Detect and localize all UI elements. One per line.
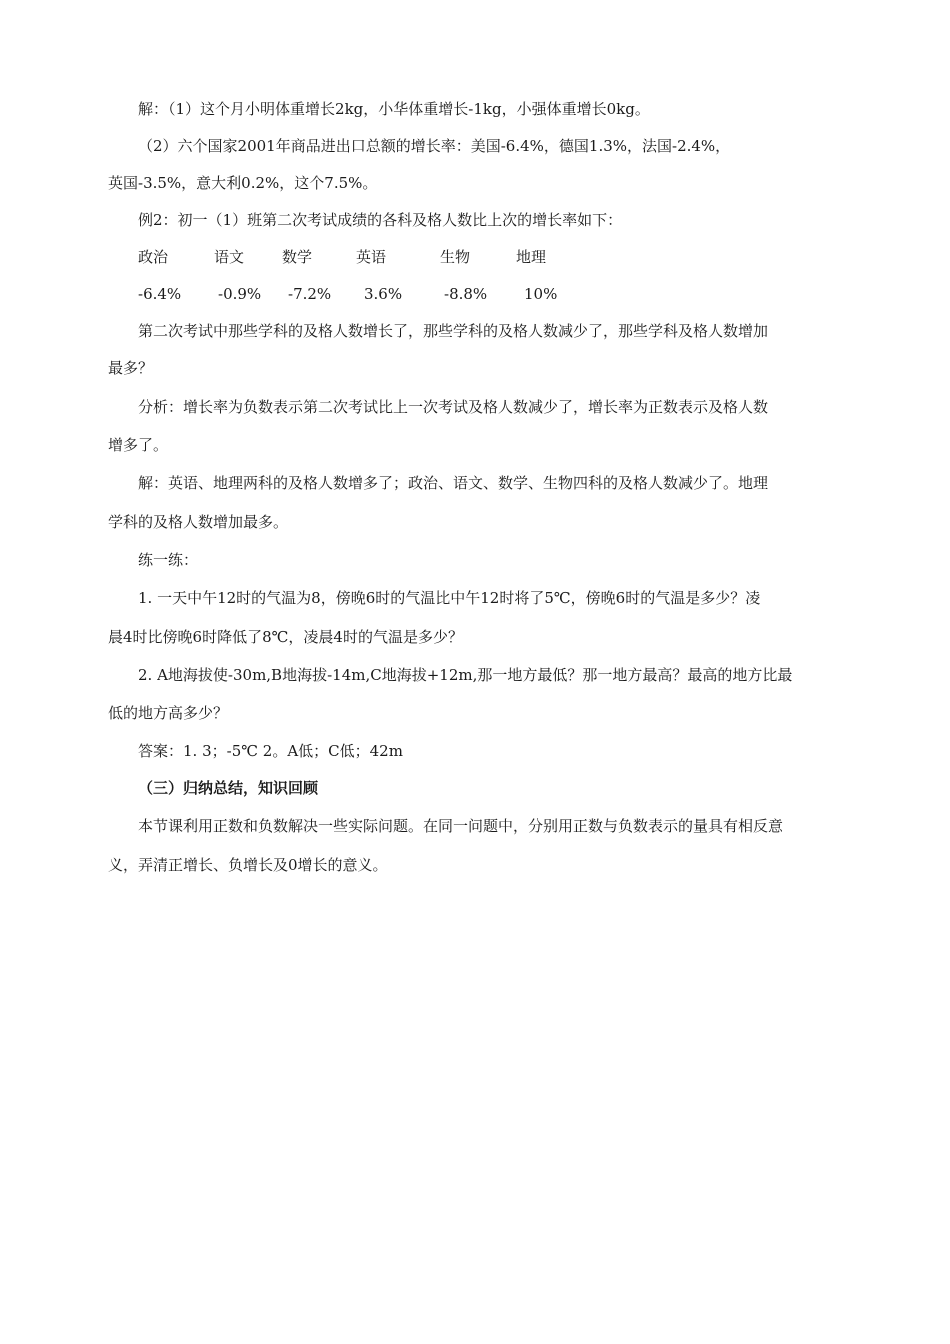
subject-chinese: 语文 <box>214 248 245 266</box>
section-3-heading: （三）归纳总结，知识回顾 <box>138 779 319 797</box>
analysis-line1: 分析：增长率为负数表示第二次考试比上一次考试及格人数减少了，增长率为正数表示及格人数 <box>138 398 769 416</box>
rate-chinese: -0.9% <box>218 285 262 303</box>
question-line1: 第二次考试中那些学科的及格人数增长了，那些学科的及格人数减少了，那些学科及格人数增加 <box>138 322 769 340</box>
analysis-line2: 增多了。 <box>108 436 169 454</box>
rate-politics: -6.4% <box>138 285 182 303</box>
rate-english: 3.6% <box>364 285 403 303</box>
practice-1-line2: 晨4时比傍晚6时降低了8℃，凌晨4时的气温是多少？ <box>108 628 463 646</box>
example-2-heading: 例2：初一（1）班第二次考试成绩的各科及格人数比上次的增长率如下： <box>138 211 623 229</box>
practice-answers: 答案：1. 3；-5℃ 2。A低；C低；42m <box>138 742 403 760</box>
subject-biology: 生物 <box>440 248 471 266</box>
subject-geography: 地理 <box>516 248 547 266</box>
practice-1-line1: 1. 一天中午12时的气温为8，傍晚6时的气温比中午12时将了5℃，傍晚6时的气温是多少？凌 <box>138 589 761 607</box>
subject-english: 英语 <box>356 248 387 266</box>
answer-line1: 解：英语、地理两科的及格人数增多了；政治、语文、数学、生物四科的及格人数减少了。地理 <box>138 474 769 492</box>
answer-line2: 学科的及格人数增加最多。 <box>108 513 289 531</box>
summary-line1: 本节课利用正数和负数解决一些实际问题。在同一问题中，分别用正数与负数表示的量具有相反意 <box>138 817 784 835</box>
solution-1: 解：（1）这个月小明体重增长2kg，小华体重增长-1kg，小强体重增长0kg。 <box>138 100 650 118</box>
rate-geography: 10% <box>524 285 558 303</box>
rate-math: -7.2% <box>288 285 332 303</box>
summary-line2: 义，弄清正增长、负增长及0增长的意义。 <box>108 856 388 874</box>
solution-2-part1: （2）六个国家2001年商品进出口总额的增长率：美国-6.4%，德国1.3%，法国-2.4%， <box>138 137 731 155</box>
subject-politics: 政治 <box>138 248 169 266</box>
question-line2: 最多？ <box>108 359 154 377</box>
solution-2-part2: 英国-3.5%，意大利0.2%，这个7.5%。 <box>108 174 378 192</box>
practice-2-line2: 低的地方高多少？ <box>108 704 229 722</box>
practice-2-line1: 2. A地海拔使-30m,B地海拔-14m,C地海拔+12m,那一地方最低？那一地方最高？最高的地方比最 <box>138 666 793 684</box>
rate-biology: -8.8% <box>444 285 488 303</box>
subject-math: 数学 <box>282 248 313 266</box>
practice-heading: 练一练： <box>138 551 199 569</box>
